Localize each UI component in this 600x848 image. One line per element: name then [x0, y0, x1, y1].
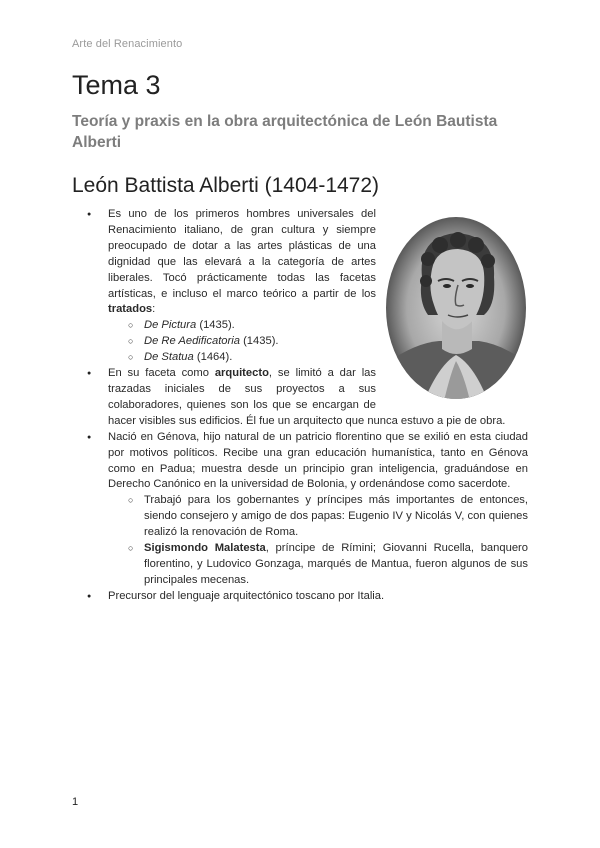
treatise-year: (1435). — [239, 335, 279, 348]
treatise-year: (1435). — [196, 319, 235, 332]
section-heading: León Battista Alberti (1404-1472) — [72, 174, 380, 197]
list-item — [72, 207, 528, 366]
list-item-text: , se limitó a dar las trazadas iniciales de sus proyectos a sus colaboradores, quienes son los que se encargan de hacer visibles sus edificios. Él fue un arquitecto que nunca estuvo a pie de obra. — [108, 367, 506, 427]
sub-list-item — [108, 334, 528, 350]
sub-list-item — [108, 318, 528, 334]
document-body — [72, 207, 528, 605]
sub-list-item — [108, 493, 528, 541]
sub-list-text: Trabajó para los gobernantes y príncipes más importantes de entonces, siendo consejero y amigo de dos papas: Eugenio IV y Nicolás V, con quienes realizó la renovación de Roma. — [144, 494, 528, 539]
list-item — [72, 589, 528, 605]
treatise-year: (1464). — [193, 351, 233, 364]
sub-list-item — [108, 541, 528, 589]
list-item-text: Nació en Génova, hijo natural de un patricio florentino que se exilió en esta ciudad por motivos políticos. Recibe una gran educación humanística, tanto en Génova como en Padua; muestra desde un principio gran inteligencia, graduándose en Derecho Canónico en la universidad de Bolonia, y ordenándose como sacerdote. — [108, 430, 528, 491]
sub-list-text: , príncipe de Rímini; Giovanni Rucella, banquero florentino, y Ludovico Gonzaga, marqués de Mantua, fueron algunos de sus principales mecenas. — [144, 542, 528, 586]
list-item-text: : — [152, 303, 156, 316]
sub-list — [108, 318, 528, 366]
patron-name: Sigismondo Malatesta — [144, 542, 266, 555]
treatise-title: De Re Aedificatoria — [144, 335, 240, 348]
list-item-text: Es uno de los primeros hombres universales del Renacimiento italiano, de gran cultura y siempre preocupado de dotar a las artes plásticas de una dignidad que las elevará a la categoría de artes liberales. Tocó prácticamente todas las facetas artísticas, e incluso el marco teórico a partir de los — [108, 208, 376, 300]
list-item — [72, 366, 528, 430]
sub-list — [108, 493, 528, 588]
page-number: 1 — [72, 796, 79, 808]
treatise-title: De Pictura — [144, 319, 197, 332]
list-item-text: En su faceta como — [108, 367, 215, 380]
list-item-bold: arquitecto — [214, 367, 269, 380]
page-subtitle: Teoría y praxis en la obra arquitectónica de León Bautista Alberti — [72, 113, 498, 151]
sub-list-item — [108, 350, 528, 366]
bullet-list — [72, 207, 528, 605]
list-item — [72, 430, 528, 589]
treatise-title: De Statua — [144, 351, 194, 364]
list-item-text: Precursor del lenguaje arquitectónico toscano por Italia. — [108, 589, 385, 602]
running-header: Arte del Renacimiento — [72, 38, 183, 50]
list-item-bold: tratados — [108, 303, 153, 316]
page-title: Tema 3 — [72, 70, 161, 100]
